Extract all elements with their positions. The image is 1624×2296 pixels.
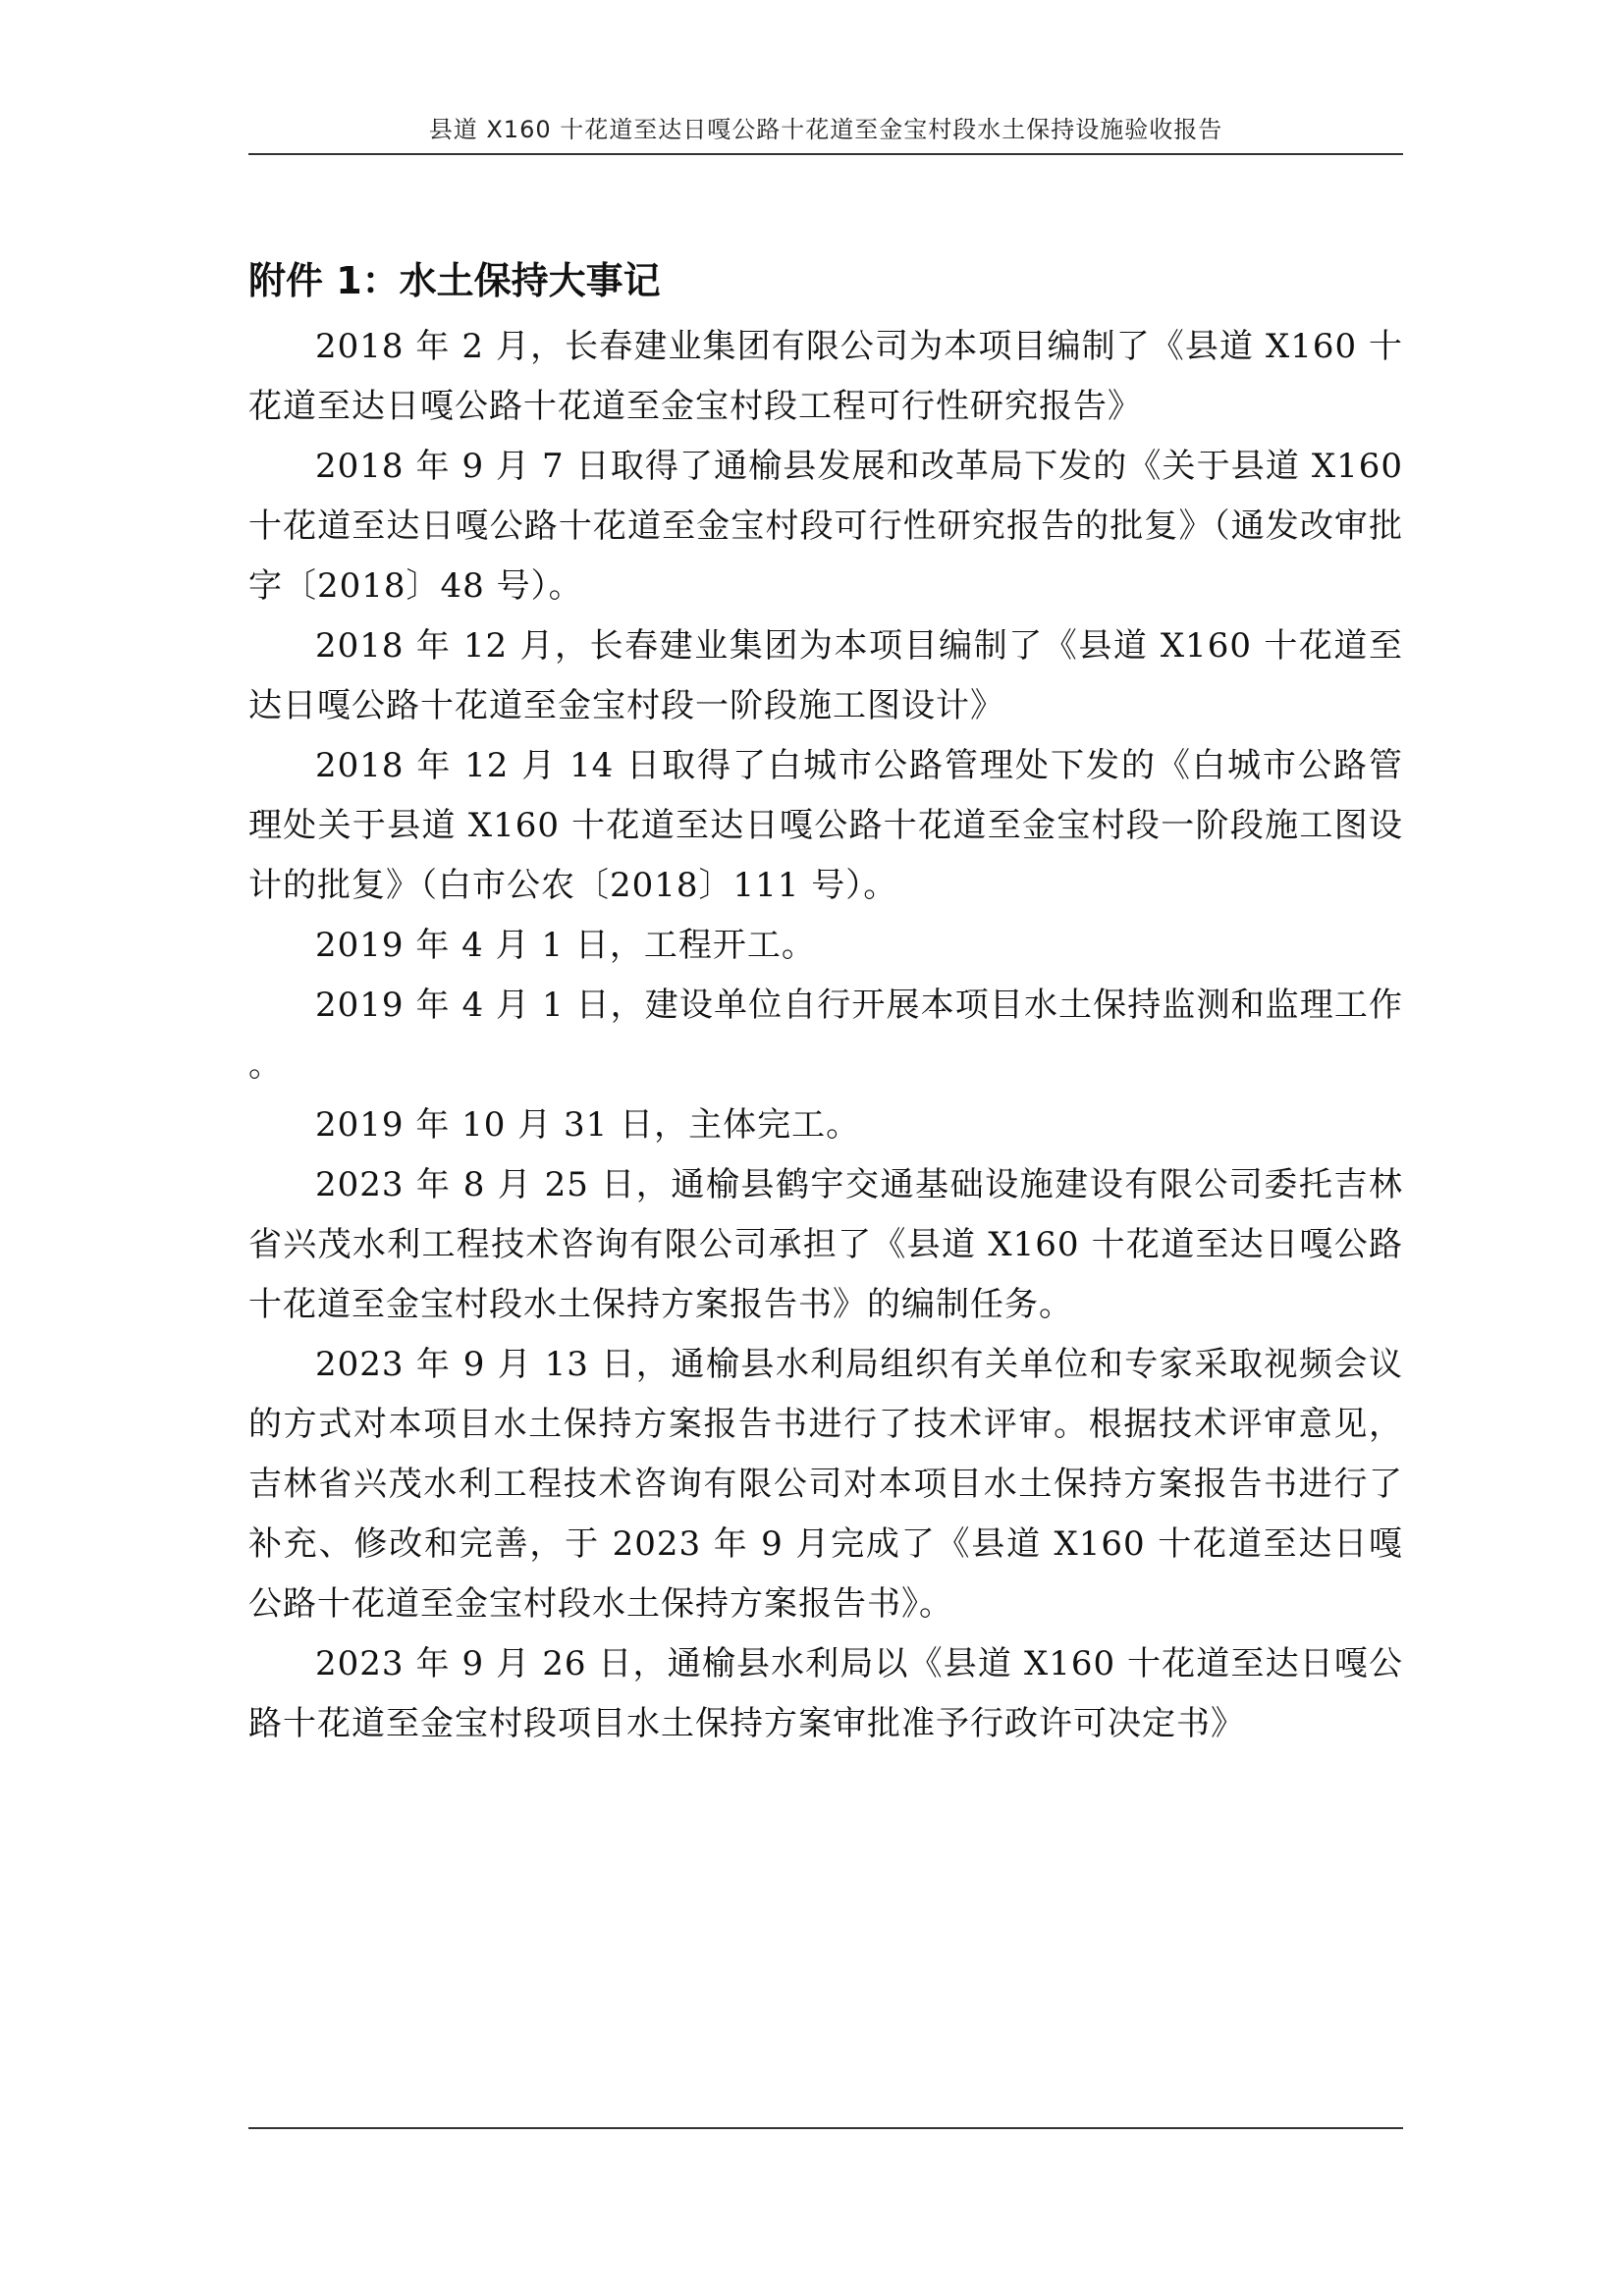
paragraph-2023-08-commission: 2023 年 8 月 25 日，通榆县鹤宇交通基础设施建设有限公司委托吉林省兴茂水利工程技术咨询有限公司承担了《县道 X160 十花道至达日嘎公路十花道至金宝村段水土保持方案报告书》的编制任务。: [248, 1165, 1403, 1324]
paragraph-2023-09-permit: 2023 年 9 月 26 日，通榆县水利局以《县道 X160 十花道至达日嘎公路十花道至金宝村段项目水土保持方案审批准予行政许可决定书》: [248, 1644, 1403, 1743]
paragraph-2019-10-completion: 2019 年 10 月 31 日，主体完工。: [315, 1105, 861, 1145]
paragraph-2018-12-design: 2018 年 12 月，长春建业集团为本项目编制了《县道 X160 十花道至达日嘎公路十花道至金宝村段一阶段施工图设计》: [248, 626, 1403, 725]
paragraph-2018-09-approval: 2018 年 9 月 7 日取得了通榆县发展和改革局下发的《关于县道 X160 十花道至达日嘎公路十花道至金宝村段可行性研究报告的批复》（通发改审批字〔2018〕48 号）。: [248, 447, 1403, 606]
section-title: 附件 1：水土保持大事记: [248, 259, 661, 302]
footer-divider: [248, 2127, 1403, 2129]
document-body: [248, 250, 1403, 1754]
paragraph-2019-04-monitoring: 2019 年 4 月 1 日，建设单位自行开展本项目水土保持监测和监理工作。: [248, 986, 1403, 1085]
paragraph-2018-12-design-approval: 2018 年 12 月 14 日取得了白城市公路管理处下发的《白城市公路管理处关于县道 X160 十花道至达日嘎公路十花道至金宝村段一阶段施工图设计的批复》（白市公农〔2018〕111 号）。: [248, 746, 1403, 905]
header-divider: [248, 153, 1403, 155]
paragraph-2023-09-review: 2023 年 9 月 13 日，通榆县水利局组织有关单位和专家采取视频会议的方式对本项目水土保持方案报告书进行了技术评审。根据技术评审意见，吉林省兴茂水利工程技术咨询有限公司对本项目水土保持方案报告书进行了补充、修改和完善，于 2023 年 9 月完成了《县道 X160 十花道至达日嘎公路十花道至金宝村段水土保持方案报告书》。: [248, 1345, 1403, 1624]
paragraph-2019-04-start: 2019 年 4 月 1 日，工程开工。: [315, 926, 816, 965]
page-header-title: 县道 X160 十花道至达日嘎公路十花道至金宝村段水土保持设施验收报告: [428, 116, 1223, 143]
paragraph-2018-02-feasibility: 2018 年 2 月，长春建业集团有限公司为本项目编制了《县道 X160 十花道至达日嘎公路十花道至金宝村段工程可行性研究报告》: [248, 327, 1403, 426]
